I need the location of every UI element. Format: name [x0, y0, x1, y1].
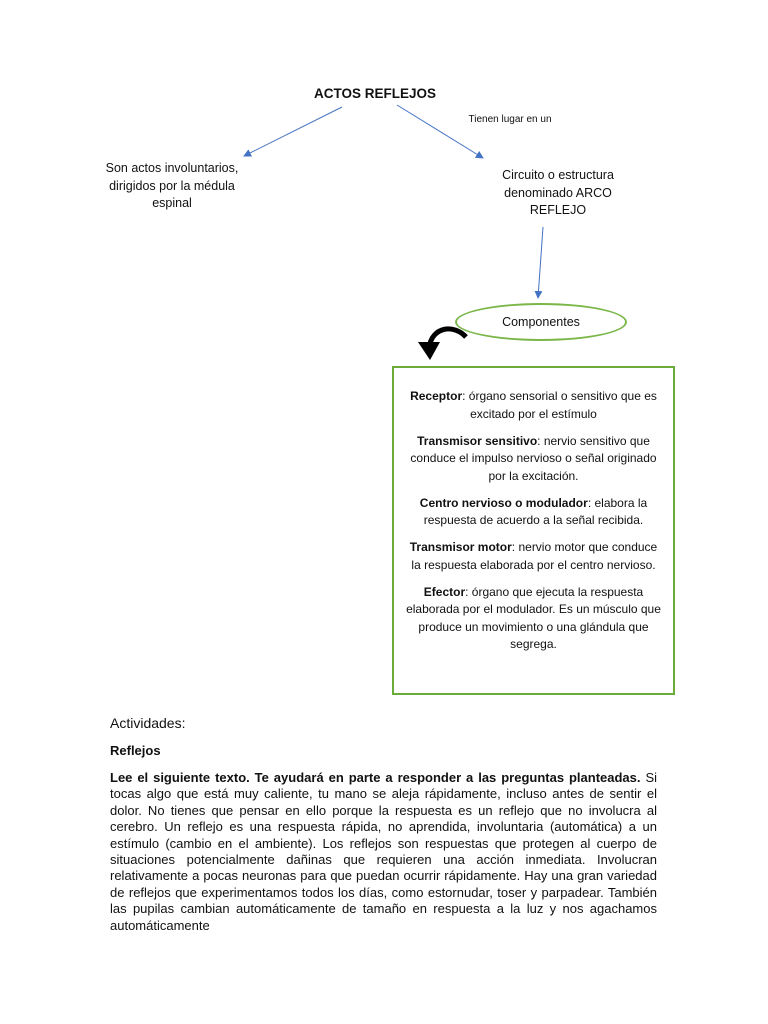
arrow-to-right-node — [397, 105, 483, 158]
activities-heading: Actividades: — [110, 715, 186, 731]
component-term: Centro nervioso o modulador — [419, 495, 588, 510]
component-desc: : elabora la respuesta de acuerdo a la señal recibida. — [423, 495, 648, 527]
arrow-to-components — [538, 227, 543, 298]
paragraph-lead: Lee el siguiente texto. Te ayudará en parte a responder a las preguntas planteadas. — [110, 770, 641, 785]
component-transmisor-motor — [404, 539, 663, 574]
components-label: Componentes — [502, 315, 580, 329]
connector-label: Tienen lugar en un — [468, 114, 552, 125]
right-node-text: Circuito o estructura denominado ARCO REFLEJO — [502, 168, 614, 217]
curved-arrow-icon — [418, 329, 466, 360]
component-centro-nervioso — [404, 495, 663, 530]
component-term: Transmisor motor — [409, 540, 512, 554]
components-ellipse — [455, 303, 627, 341]
component-efector — [404, 584, 663, 654]
reading-paragraph — [110, 770, 657, 934]
left-node-text: Son actos involuntarios, dirigidos por la médula espinal — [105, 161, 239, 210]
component-receptor — [404, 388, 663, 423]
component-desc: : órgano sensorial o sensitivo que es excitado por el estímulo — [462, 389, 657, 421]
diagram-title: ACTOS REFLEJOS — [313, 86, 437, 101]
reflejos-subheading: Reflejos — [110, 743, 161, 758]
component-desc: : órgano que ejecuta la respuesta elaborada por el modulador. Es un músculo que produce un movimiento o una glándula que segrega. — [406, 584, 661, 651]
component-term: Transmisor sensitivo — [417, 433, 538, 448]
component-term: Receptor — [410, 389, 463, 403]
arrow-to-left-node — [244, 107, 342, 156]
component-transmisor-sensitivo — [404, 433, 663, 486]
component-desc: : nervio motor que conduce la respuesta elaborada por el centro nervioso. — [411, 540, 658, 572]
components-box — [392, 366, 675, 695]
component-term: Efector — [423, 584, 466, 599]
component-desc: : nervio sensitivo que conduce el impulso nervioso o señal originado por la excitación. — [410, 433, 657, 483]
paragraph-body: Si tocas algo que está muy caliente, tu mano se aleja rápidamente, incluso antes de sentir el dolor. No tienes que pensar en ello porque la respuesta es un reflejo que no involucra al cerebro. Un reflejo es una respuesta rápida, no aprendida, involuntaria (automática) a un estímulo (cambio en el ambiente). Los reflejos son respuestas que protegen al cuerpo de situaciones potencialmente dañinas que requieren una acción inmediata. Involucran relativamente a pocas neuronas para que puedan ocurrir rápidamente. Hay una gran variedad de reflejos que experimentamos todos los días, como estornudar, toser y parpadear. También las pupilas cambian automáticamente de tamaño en respuesta a la luz y nos agachamos automáticamente — [110, 770, 658, 933]
